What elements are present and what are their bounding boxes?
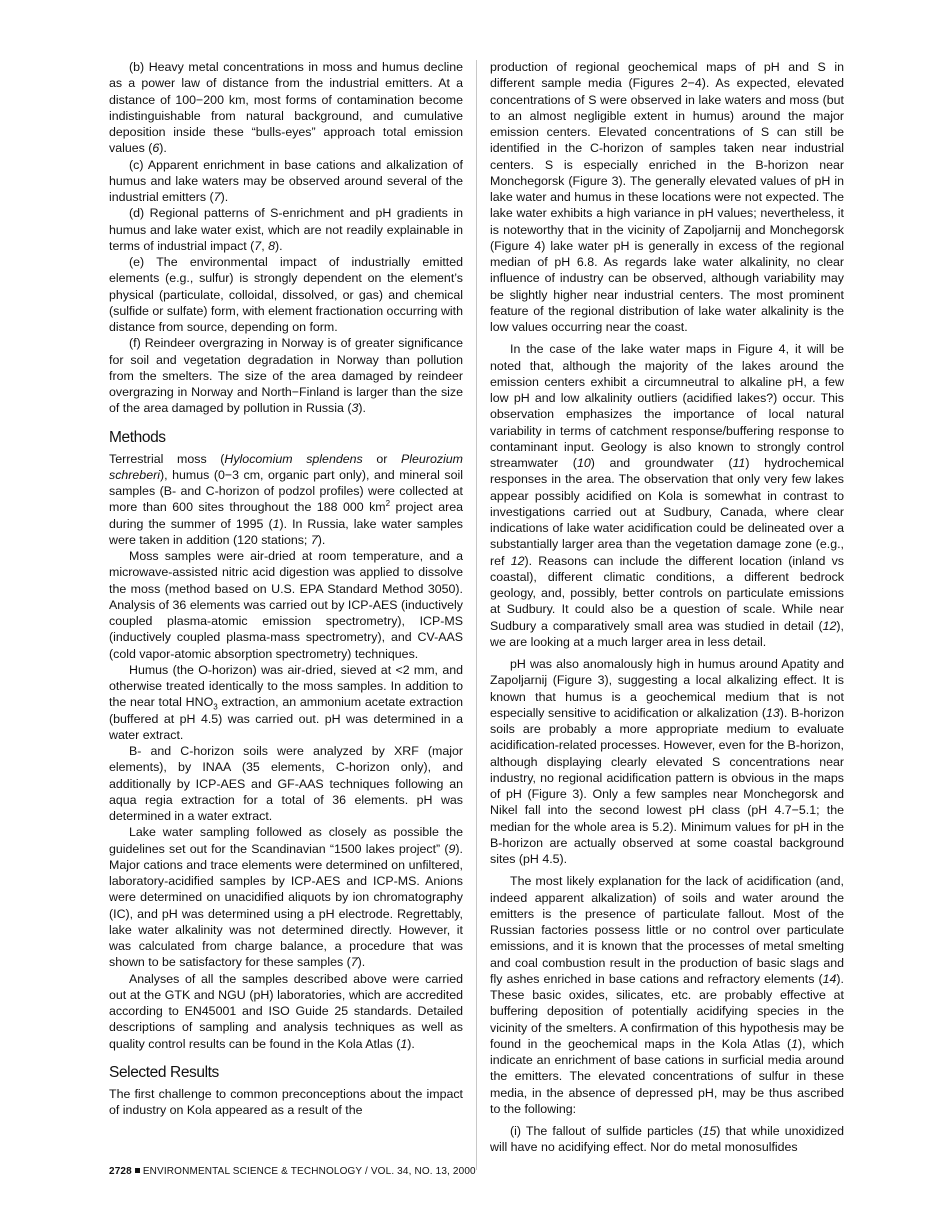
paragraph-results-intro: The first challenge to common preconceptions about the impact of industry on Kola appeared as a result of the (109, 1086, 463, 1117)
paragraph-finding-c: (c) Apparent enrichment in base cations and alkalization of humus and lake waters may be observed around several of the industrial emitters (7). (109, 157, 463, 204)
page-footer (109, 1166, 476, 1177)
paragraph-methods-laboratories: Analyses of all the samples described above were carried out at the GTK and NGU (pH) laboratories, which are accredited according to EN45001 and ISO Guide 25 standards. Detailed descriptions of sampling and analysis techniques as well as quality control results can be found in the Kola Atlas (1). (109, 971, 463, 1051)
paragraph-finding-f: (f) Reindeer overgrazing in Norway is of greater significance for soil and vegetation degradation in Norway than pollution from the smelters. The size of the area damaged by reindeer overgrazing in Norway and North−Finland is larger than the size of the area damaged by pollution in Russia (3). (109, 336, 463, 416)
square-bullet-icon (135, 1168, 140, 1173)
paragraph-results-maps: production of regional geochemical maps of pH and S in different sample media (Figures 2−4). As expected, elevated concentrations of S were observed in lake waters and moss (but to an almost negligible extent in humus) around the major emission centers. Elevated concentrations of S can still be identified in the C-horizon of samples taken near industrial centers. S is especially enriched in the B-horizon near Monchegorsk (Figure 3). The generally elevated values of pH in lake water and humus in these locations were not expected. The lake water exhibits a high variance in pH values; nevertheless, it is noteworthy that in the vicinity of Zapoljarnij and Monchegorsk (Figure 4) lake water pH is generally in excess of the regional median of pH 6.8. As regards lake water alkalinity, no clear influence of industry can be observed, although variability may be slightly higher near industrial centers. The most prominent feature of the regional distribution of lake water alkalinity is the low values occurring near the coast. (490, 60, 844, 334)
results-heading: Selected Results (109, 1063, 219, 1081)
right-column (490, 59, 844, 1156)
paragraph-finding-e: (e) The environmental impact of industrially emitted elements (e.g., sulfur) is strongly dependent on the element’s physical (particulate, colloidal, dissolved, or gas) and chemical (sulfide or sulfate) form, with element fractionation occurring with distance from source, depending on form. (109, 255, 463, 334)
paragraph-lake-water-maps: In the case of the lake water maps in Figure 4, it will be noted that, although the majority of the lakes around the emission centers exhibit a circumneutral to alkaline pH, a few low pH and low alkalinity outliers (acidified lakes?) occur. This observation emphasizes the importance of local natural variability in terms of catchment response/buffering response to contaminant input. Geology is also known to strongly control streamwater (10) and groundwater (11) hydrochemical responses in the area. The observation that only very few lakes appear possibly acidified on Kola is somewhat in contrast to investigations carried out at Sudbury, Canada, where clear indications of lake water acidification could be delineated over a substantially larger area than the vegetation damage zone (e.g., ref 12). Reasons can include the different location (inland vs coastal), different climatic conditions, a different bedrock geology, and, possibly, better controls on particulate emissions at Sudbury. It could also be a question of scale. While near Sudbury a comparatively small area was studied in detail (12), we are looking at a much larger area in less detail. (490, 342, 844, 649)
journal-citation: ENVIRONMENTAL SCIENCE & TECHNOLOGY / VOL. 34, NO. 13, 2000 (142, 1166, 476, 1177)
paragraph-finding-b: (b) Heavy metal concentrations in moss and humus decline as a power law of distance from the industrial emitters. At a distance of 100−200 km, most forms of contamination become indistinguishable from natural background, and cumulative deposition inside these “bulls-eyes” approach total emission values (6). (109, 60, 463, 156)
left-column (109, 59, 463, 1118)
methods-heading: Methods (109, 428, 166, 446)
paragraph-methods-soils: B- and C-horizon soils were analyzed by XRF (major elements), by INAA (35 elements, C-horizon only), and additionally by ICP-AES and GF-AAS techniques following an aqua regia extraction for a total of 36 elements. pH was determined in a water extract. (109, 744, 463, 823)
column-divider (476, 60, 477, 1170)
paragraph-humus-ph: pH was also anomalously high in humus around Apatity and Zapoljarnij (Figure 3), suggesting a local alkalizing effect. It is known that humus is a geochemical medium that is not especially sensitive to acidification or alkalization (13). B-horizon soils are probably a more appropriate medium to evaluate acidification-related processes. However, even for the B-horizon, although displaying clearly elevated S concentrations near industry, no regional acidification pattern is obvious in the maps of pH (Figure 3). Only a few samples near Monchegorsk and Nikel fall into the second lowest pH class (pH 4.7−5.1; the median for the whole area is 5.2). Minimum values for pH in the B-horizon are actually observed at some coastal background sites (pH 4.5). (490, 657, 845, 866)
paragraph-methods-moss: Moss samples were air-dried at room temperature, and a microwave-assisted nitric acid digestion was applied to dissolve the moss (method based on U.S. EPA Standard Method 3050). Analysis of 36 elements was carried out by ICP-AES (inductively coupled plasma-atomic emission spectrometry), ICP-MS (inductively coupled plasma-mass spectrometry), and CV-AAS (cold vapor-atomic absorption spectrometry) techniques. (109, 549, 463, 661)
paragraph-methods-sampling: Terrestrial moss (Hylocomium splendens or Pleurozium schreberi), humus (0−3 cm, organic part only), and mineral soil samples (B- and C-horizon of podzol profiles) were collected at more than 600 sites throughout the 188 000 $km^2$ project area during the summer of 1995 (1). In Russia, lake water samples were taken in addition (120 stations; 7). (109, 451, 464, 547)
paragraph-methods-lake-water: Lake water sampling followed as closely as possible the guidelines set out for the Scandinavian “1500 lakes project” (9). Major cations and trace elements were determined on unfiltered, laboratory-acidified samples by ICP-AES and ICP-MS. Anions were determined on unacidified aliquots by ion chromatography (IC), and pH was determined using a pH electrode. Regrettably, lake water alkalinity was not determined directly. However, it was calculated from charge balance, a procedure that was shown to be satisfactory for these samples (7). (109, 825, 463, 970)
paragraph-particulate-fallout: The most likely explanation for the lack of acidification (and, indeed apparent alkalization) of soils and water around the emitters is the presence of particulate fallout. Most of the Russian factories possess little or no control over particulate emissions, and it is known that the processes of metal smelting and coal combustion result in the production of basic slags and fly ashes enriched in base cations and refractory elements (14). These basic oxides, silicates, etc. are probably effective at buffering deposition of potentially acidifying species in the vicinity of the smelters. A confirmation of this hypothesis may be found in the geochemical maps in the Kola Atlas (1), which indicate an enrichment of base cations in surficial media around the emitters. The elevated concentrations of sulfur in these media, in the absence of depressed pH, may be thus ascribed to the following: (490, 874, 844, 1116)
paragraph-sulfide-particles: (i) The fallout of sulfide particles (15) that while unoxidized will have no acidifying effect. Nor do metal monosulfides (490, 1124, 844, 1155)
paragraph-finding-d: (d) Regional patterns of S-enrichment and pH gradients in humus and lake water exist, which are not readily explainable in terms of industrial impact (7, 8). (109, 206, 463, 253)
page-number: 2728 (109, 1166, 132, 1177)
paragraph-methods-humus: Humus (the O-horizon) was air-dried, sieved at <2 mm, and otherwise treated identically to the moss samples. In addition to the near total $HNO_3$ extraction, an ammonium acetate extraction (buffered at pH 4.5) was carried out. pH was determined in a water extract. (109, 662, 463, 742)
